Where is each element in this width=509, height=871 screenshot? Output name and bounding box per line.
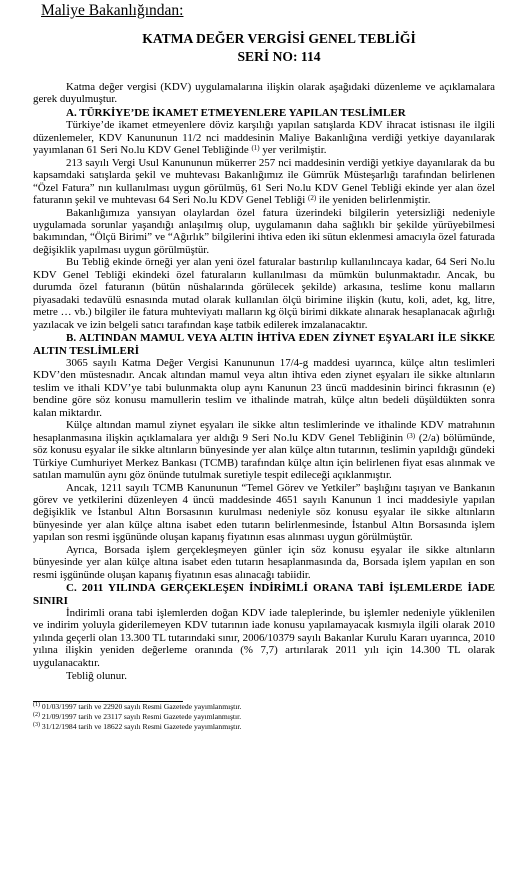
section-b-paragraph-2: Külçe altından mamul ziynet eşyaları ile sikke altın teslimlerinde ve ithalinde KDV matrahının hesaplanmasına ilişkin açıklamalara yer aldığı 9 Seri No.lu KDV Genel Tebliğinin $^{(3)}$ (2/a) bölümünde, söz konusu eşyalar ile sikke altınların bünyesinde yer alan külçe altın tutarının, teslimin yapıldığı gündeki Türkiye Cumhuriyet Merkez Bankası (TCMB) tarafından külçe altın için belirlenen fiyat esas alınmak ve satılan mamulün aynı göz önünde tutulmak suretiyle tespit edileceği açıklanmıştır. (33, 419, 495, 482)
document (33, 0, 495, 732)
section-b-paragraph-1: 3065 sayılı Katma Değer Vergisi Kanununun 17/4-g maddesi uyarınca, külçe altın teslimleri KDV’den müstesnadır. Ancak altından mamul veya altın ihtiva eden ziynet eşyaları ile sikke altınların teslim ve ithali KDV’ye tabi bulunmakta olup aynı Kanunun 23 üncü maddesinin birinci fıkrasının (e) bendine göre söz konusu mamullerin teslim ve ithalinde matrah, külçe altın bedeli düşüldükten sonra kalan miktardır. (33, 356, 495, 419)
intro-paragraph: Katma değer vergisi (KDV) uygulamalarına ilişkin olarak aşağıdaki düzenleme ve açıklamalara gerek duyulmuştur. (33, 81, 495, 106)
closing-text: Tebliğ olunur. (66, 670, 127, 683)
issuer: Maliye Bakanlığından: (41, 2, 184, 19)
section-c-paragraph-1: İndirimli orana tabi işlemlerden doğan KDV iade taleplerinde, bu işlemler nedeniyle yüklenilen ve indirim yoluyla giderilemeyen KDV tutarının iade konusu yapılamayacak kısmıyla ilgili olarak 2010 yılında geçerli olan 13.300 TL tutarındaki sınır, 2006/10379 sayılı Bakanlar Kurulu Kararı uyarınca, 2010 yılına ilişkin yeniden değerleme oranında (% 7,7) artırılarak 2011 yılı için 14.300 TL olarak uygulanacaktır. (33, 607, 495, 669)
document-serial: SERİ NO: 114 (237, 49, 321, 64)
section-a-paragraph-4: Bu Tebliğ ekinde örneği yer alan yeni özel faturalar bastırılıp kullanılıncaya kadar, 64 Seri No.lu KDV Genel Tebliği ekindeki özel faturaların kullanılması da mümkün bulunmaktadır. Ancak, bu durumda özel faturanın (bütün nüshalarında görülecek şekilde) arkasına, teslime konu malların piyasadaki tedavülü esnasında mutad olarak kullanılan ölçü birimine ilişkin (kutu, koli, adet, kg, litre, metre … vb.) bilgiler ile fatura muhteviyatı malların kg ölçü birimi dikkate alınarak hesaplanacak ağırlığı yazılacak ve izin belgeli satıcı tarafından kaşe tatbik edilerek imzalanacaktır. (33, 256, 495, 331)
document-title: KATMA DEĞER VERGİSİ GENEL TEBLİĞİ (142, 31, 416, 46)
section-b-heading: B. ALTINDAN MAMUL VEYA ALTIN İHTİVA EDEN ZİYNET EŞYALARI İLE SİKKE ALTIN TESLİMLERİ (33, 332, 495, 357)
section-a-paragraph-3: Bakanlığımıza yansıyan olaylardan özel fatura üzerindeki bilgilerin yetersizliği nedeniyle uygulamada sorunlar yaşandığı anlaşılmış olup, uygulamanın daha sağlıklı bir şekilde yürüyebilmesi bakımından, “Ölçü Birimi” ve “Ağırlık” bilgilerini ihtiva eden iki sütun eklenmesi amacıyla özel faturada değişiklik yapılması uygun görülmüştür. (33, 206, 495, 256)
footnote-2: $^{(2)}$ 21/09/1997 tarih ve 23117 sayılı Resmi Gazetede yayımlanmıştır. (33, 711, 242, 721)
footnote-3: $^{(3)}$ 31/12/1984 tarih ve 18622 sayılı Resmi Gazetede yayımlanmıştır. (33, 722, 242, 732)
footnote-ref-2: (2) (307, 194, 317, 203)
section-b-paragraph-4: Ayrıca, Borsada işlem gerçekleşmeyen günler için söz konusu eşyalar ile sikke altınların bünyesinde yer alan külçe altına isabet eden tutarın hesaplanmasında da, Borsada işlem yapılan en son resmi işgününde oluşan kapanış fiyatının esas alınacağı tabiidir. (33, 543, 495, 581)
section-a-paragraph-1: Türkiye’de ikamet etmeyenlere döviz karşılığı yapılan satışlarda KDV ihracat istisnası ile ilgili düzenlemeler, KDV Kanununun 11/2 nci maddesinin Maliye Bakanlığına verdiği yetkiye dayanılarak yayımlanan 61 Seri No.lu KDV Genel Tebliğinde $^{(1)}$ yer verilmiştir. (33, 119, 495, 157)
section-a-paragraph-2: 213 sayılı Vergi Usul Kanununun mükerrer 257 nci maddesinin verdiği yetkiye dayanılarak da bu kapsamdaki satışlarda şekil ve muhtevası Bakanlığımız ile Gümrük Müsteşarlığı tarafından belirlenen “Özel Fatura” nın kullanılması uygun görülmüş, 61 Seri No.lu KDV Genel Tebliği ekinde yer alan özel faturanın şekil ve muhtevası 64 Seri No.lu KDV Genel Tebliği $^{(2)}$ ile yeniden belirlenmiştir. (33, 156, 495, 207)
footnote-1: $^{(1)}$ 01/03/1997 tarih ve 22920 sayılı Resmi Gazetede yayımlanmıştır. (33, 701, 242, 711)
footnote-ref-3: (3) (406, 431, 416, 440)
section-b-paragraph-3: Ancak, 1211 sayılı TCMB Kanununun “Temel Görev ve Yetkiler” başlığını taşıyan ve Bankanın görev ve yetkilerini düzenleyen 4 üncü maddesinde 4651 sayılı Kanunun 1 inci maddesiyle yapılan değişiklik ve İstanbul Altın Borsasının kurulması nedeniyle söz konusu eşyalar ile sikke altınların bünyesinde yer alan külçe altına isabet eden tutarın belirlenmesinde, İstanbul Altın Borsasında işlem yapılan son resmi işgününde oluşan kapanış fiyatının esas alınması uygun görülmüştür. (33, 481, 495, 544)
footnote-ref-1: (1) (251, 144, 260, 153)
section-c-heading: C. 2011 YILINDA GERÇEKLEŞEN İNDİRİMLİ ORANA TABİ İŞLEMLERDE İADE SINIRI (33, 582, 495, 607)
section-a-heading: A. TÜRKİYE’DE İKAMET ETMEYENLERE YAPILAN TESLİMLER (66, 106, 406, 119)
